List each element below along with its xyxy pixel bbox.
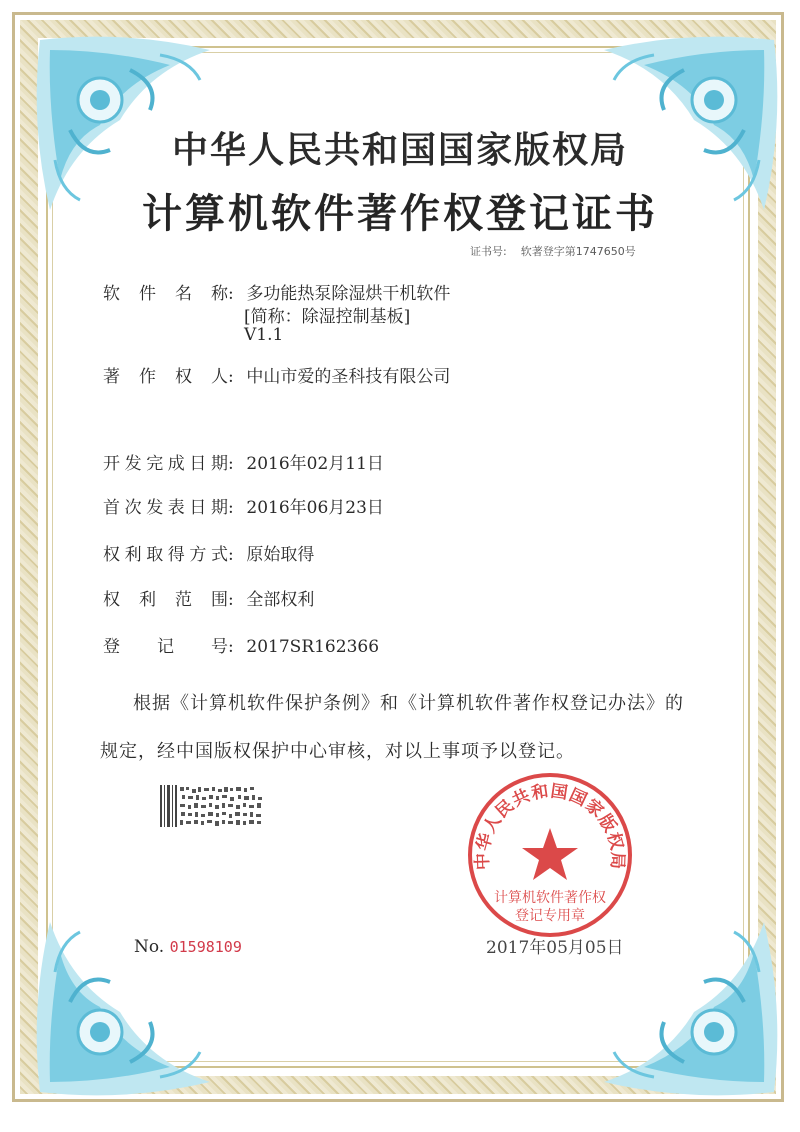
field-label: 著作权人 [103,367,228,387]
barcode [160,785,268,827]
certificate-number-value: 软著登字第1747650号 [520,245,636,258]
field-colon: : [228,637,234,657]
field-label: 登记号 [103,637,228,657]
field-registration-no [103,632,379,657]
field-colon: : [228,545,234,565]
serial-number [134,937,242,957]
field-acquisition-method [103,540,314,565]
field-copyright-owner [103,362,450,387]
field-development-date [103,449,384,474]
field-colon: : [228,590,234,610]
field-rights-scope [103,585,314,610]
authority-title: 中华人民共和国国家版权局 [171,129,628,171]
field-colon: : [228,454,234,474]
software-short-name: [简称：除湿控制基板] [244,307,411,327]
field-label: 权利取得方式 [103,545,228,565]
field-colon: : [228,498,234,518]
statement-line-2: 规定，经中国版权保护中心审核，对以上事项予以登记。 [100,741,575,762]
field-first-publish-date [103,493,384,518]
field-value: 2016年06月23日 [246,498,384,518]
field-value: 全部权利 [246,590,315,610]
certificate-number-label: 证书号: [470,245,507,258]
software-version: V1.1 [244,325,284,345]
field-label: 权利范围 [103,590,228,610]
field-colon: : [228,367,234,387]
field-colon: : [228,284,234,304]
certificate-title: 计算机软件著作权登记证书 [142,190,658,237]
seal-ring-text: 中华人民共和国国家版权局 [472,781,628,871]
serial-number-value: 01598109 [169,938,242,956]
field-label: 软件名称 [103,284,228,304]
field-value: 中山市爱的圣科技有限公司 [246,367,451,387]
field-value: 原始取得 [246,545,315,565]
field-value: 2017SR162366 [246,637,380,657]
field-label: 首次发表日期 [103,498,228,518]
serial-number-label: No. [134,937,165,957]
field-label: 开发完成日期 [103,454,228,474]
certificate-number [470,243,650,259]
statement-line-1: 根据《计算机软件保护条例》和《计算机软件著作权登记办法》的 [133,693,684,714]
issue-date: 2017年05月05日 [486,938,624,958]
field-value: 多功能热泵除湿烘干机软件 [246,284,451,304]
seal-line-1: 计算机软件著作权 [494,890,606,906]
field-software-name [103,279,450,304]
seal-line-2: 登记专用章 [515,908,585,924]
official-seal [465,770,635,940]
field-value: 2016年02月11日 [246,454,384,474]
